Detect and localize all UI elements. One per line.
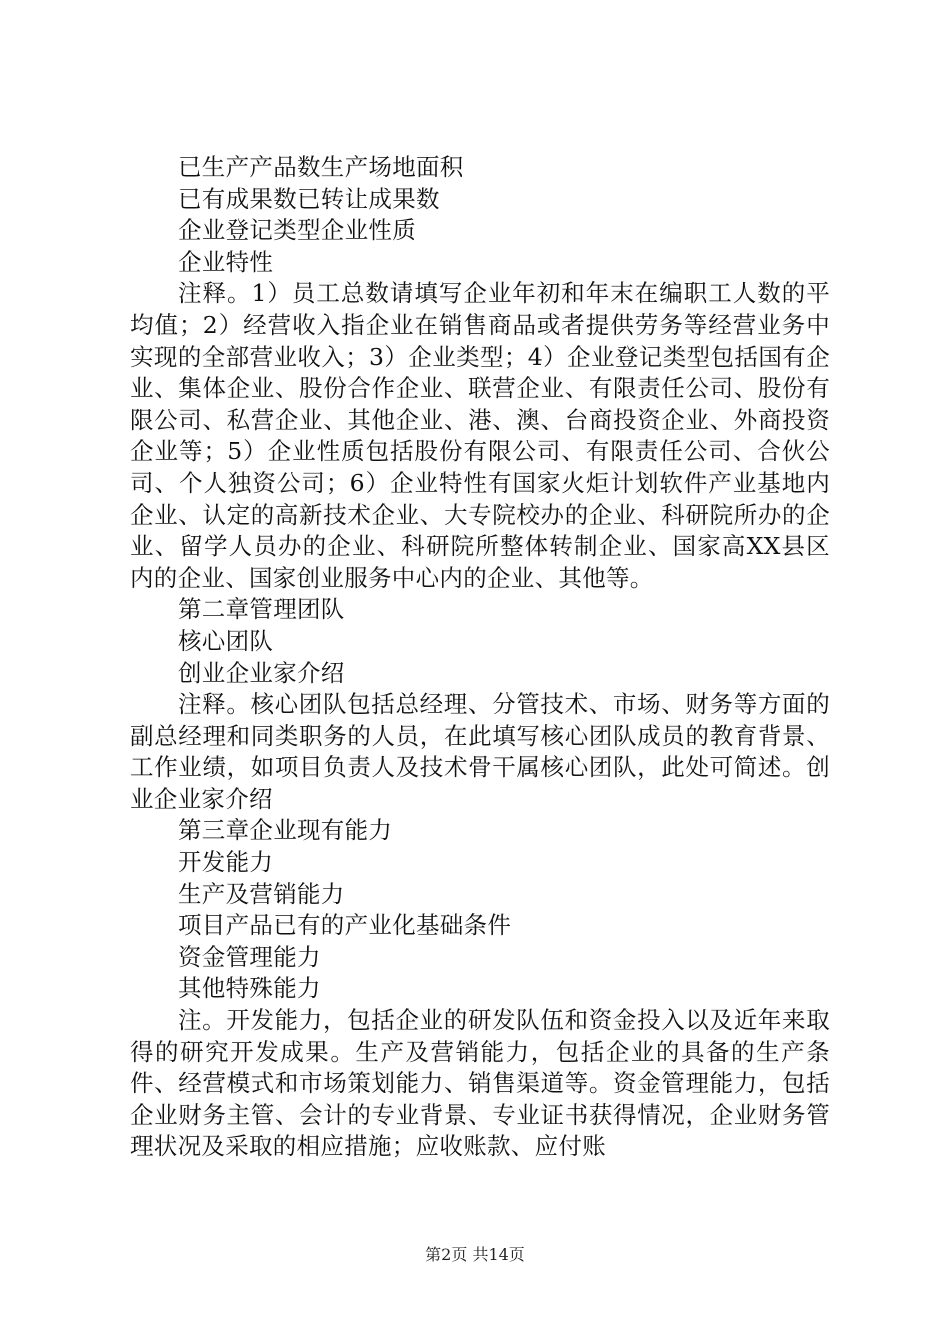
heading-line: 已有成果数已转让成果数 bbox=[178, 184, 440, 213]
page-number-footer: 第2页 共14页 bbox=[425, 1245, 525, 1264]
heading-line: 已生产产品数生产场地面积 bbox=[178, 153, 464, 181]
heading-line: 企业特性 bbox=[178, 247, 274, 276]
note-paragraph: 注释。核心团队包括总经理、分管技术、市场、财务等方面的副总经理和同类职务的人员，在此填写核心团队成员的教育背景、工作业绩，如项目负责人及技术骨干属核心团队，此处可简述。创业企业家介绍 bbox=[130, 690, 830, 813]
chapter-heading: 第三章企业现有能力 bbox=[178, 816, 393, 845]
note-paragraph: 注。开发能力，包括企业的研发队伍和资金投入以及近年来取得的研究开发成果。生产及营销能力，包括企业的具备的生产条件、经营模式和市场策划能力、销售渠道等。资金管理能力，包括企业财务主管、会计的专业背景、专业证书获得情况，企业财务管理状况及采取的相应措施；应收账款、应付账 bbox=[130, 1006, 830, 1161]
section-heading: 核心团队 bbox=[178, 626, 274, 655]
section-heading: 生产及营销能力 bbox=[178, 879, 345, 908]
section-heading: 创业企业家介绍 bbox=[178, 658, 345, 687]
section-heading: 开发能力 bbox=[178, 848, 274, 877]
chapter-heading: 第二章管理团队 bbox=[178, 595, 345, 624]
note-paragraph: 注释。1）员工总数请填写企业年初和年末在编职工人数的平均值；2）经营收入指企业在销售商品或者提供劳务等经营业务中实现的全部营业收入；3）企业类型；4）企业登记类型包括国有企业、集体企业、股份合作企业、联营企业、有限责任公司、股份有限公司、私营企业、其他企业、港、澳、台商投资企业、外商投资企业等；5）企业性质包括股份有限公司、有限责任公司、合伙公司、个人独资公司；6）企业特性有国家火炬计划软件产业基地内企业、认定的高新技术企业、大专院校办的企业、科研院所办的企业、留学人员办的企业、科研院所整体转制企业、国家高XX县区内的企业、国家创业服务中心内的企业、其他等。 bbox=[130, 279, 830, 592]
section-heading: 项目产品已有的产业化基础条件 bbox=[178, 911, 512, 940]
document-body bbox=[130, 152, 830, 1163]
section-heading: 资金管理能力 bbox=[178, 942, 321, 971]
heading-line: 企业登记类型企业性质 bbox=[178, 216, 416, 245]
section-heading: 其他特殊能力 bbox=[178, 974, 321, 1003]
